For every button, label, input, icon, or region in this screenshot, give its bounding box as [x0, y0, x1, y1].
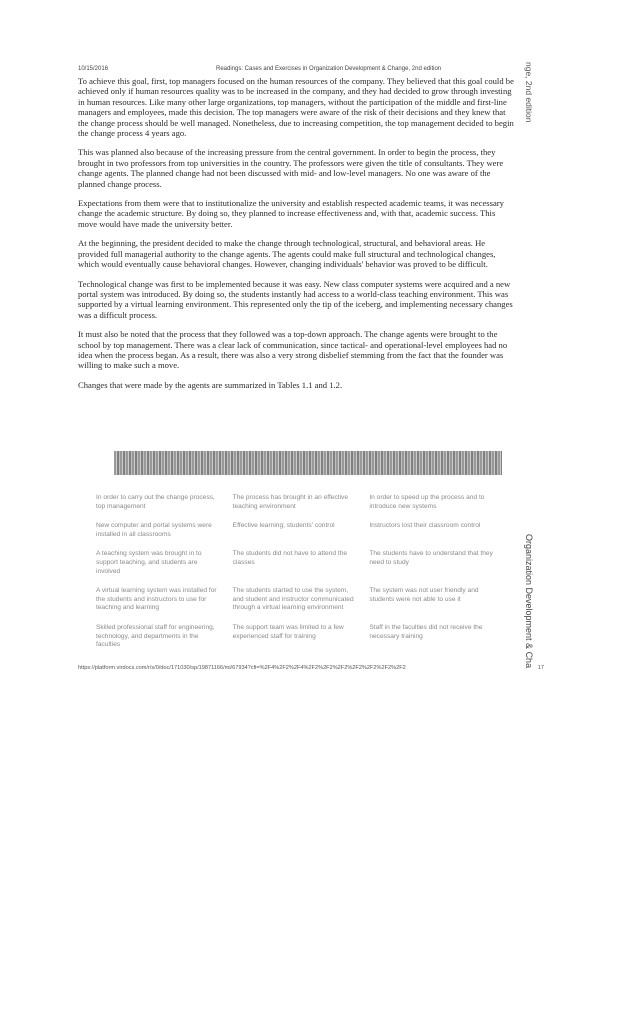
table-cell: Instructors lost their classroom control: [369, 522, 481, 530]
table-cell: In order to carry out the change process, top management: [96, 494, 215, 510]
table-cell: Staff in the faculties did not receive the necessary training: [369, 623, 483, 640]
table-cell: Effective learning; students' control: [232, 522, 335, 530]
table-row: [96, 494, 506, 511]
table-cell: Skilled professional staff for engineering, technology, and departments in the faculties: [96, 623, 215, 649]
page-header: [78, 66, 512, 76]
side-edition-label: nge, 2nd edition: [524, 62, 534, 123]
page-footer: [78, 665, 544, 675]
paragraph: Expectations from them were that to institutionalize the university and establish respected academic teams, it was necessary change the academic structure. By doing so, they planned to increase effectiveness and, with that, academic success. This move would have made the university better.: [78, 198, 504, 229]
table-cell: The support team was limited to a few experienced staff for training: [232, 623, 344, 640]
side-book-title: Organization Development & Cha: [524, 534, 534, 669]
paragraph: Technological change was first to be implemented because it was easy. New class computer systems were acquired and a new portal system was introduced. By doing so, the students instantly had access to a world-class teaching environment. This was supported by a virtual learning environment. This represented only the tip of the iceberg, and implementing necessary changes was a difficult process.: [78, 278, 513, 320]
table-cell: The system was not user friendly and students were not able to use it: [369, 587, 479, 603]
footer-url: https://platform.virdocs.com/r/s/0/doc/171030/sp/19871166/mi/67934?cfi=%2F4%2F2%2F4%2F2%2F2%2F2%2F2%2F2%2F2%2F2: [78, 665, 406, 671]
table-cell: The students have to understand that they need to study: [369, 550, 493, 566]
page-number: 17: [537, 665, 544, 671]
table-row: [96, 587, 506, 613]
paragraph: This was planned also because of the increasing pressure from the central government. In order to begin the process, they brought in two professors from top universities in the country. The professors were given the title of consultants. They were change agents. The planned change had not been discussed with mid- and low-level managers. No one was aware of the planned change process.: [78, 147, 504, 189]
table-row: [96, 522, 506, 539]
table-cell: The students did not have to attend the classes: [232, 550, 348, 566]
table-cell: In order to speed up the process and to introduce new systems: [369, 494, 485, 510]
table-row: [96, 624, 506, 650]
paragraph-table-reference: Changes that were made by the agents are summarized in Tables 1.1 and 1.2.: [78, 379, 343, 390]
paragraph: It must also be noted that the process that they followed was a top-down approach. The change agents were brought to the school by top management. There was a clear lack of communication, since tactical- and operational-level employees had no idea when the process began. As a result, there was also a very strong disbelief stemming from the fact that the founder was willing to make such a move.: [78, 329, 508, 371]
table-row: [96, 550, 506, 576]
table-header-bar: [114, 451, 502, 475]
summary-table: [96, 494, 506, 661]
header-date: 10/15/2016: [78, 66, 109, 72]
table-cell: The students started to use the system, and student and instructor communicated through a virtual learning environment: [232, 587, 354, 612]
table-cell: New computer and portal systems were installed in all classrooms: [96, 522, 212, 538]
table-cell: A teaching system was brought in to support teaching, and students are involved: [96, 550, 202, 575]
table-cell: The process has brought in an effective teaching environment: [232, 494, 349, 510]
document-body: [78, 76, 514, 399]
header-title: Readings: Cases and Exercises in Organization Development & Change, 2nd edition: [216, 66, 442, 72]
table-cell: A virtual learning system was installed for the students and instructors to use for teaching and learning: [96, 587, 217, 612]
paragraph: To achieve this goal, first, top managers focused on the human resources of the company. They believed that this goal could be achieved only if human resources quality was to be increased in the company, and they had decided to grow through investing in human resources. Like many other large organizations, top managers, without the participation of the middle and first-line managers and employees, made this decision. The top managers were aware of the risk of their decisions and they knew that the change process should be well managed. Nonetheless, due to increasing competition, the top management decided to begin the change process 4 years ago.: [78, 76, 514, 139]
paragraph: At the beginning, the president decided to make the change through technological, structural, and behavioral areas. He provided full managerial authority to the change agents. The agents could make full structural and technological changes, which would eventually cause behavioral changes. However, changing individuals' behavior was proved to be difficult.: [78, 238, 496, 270]
